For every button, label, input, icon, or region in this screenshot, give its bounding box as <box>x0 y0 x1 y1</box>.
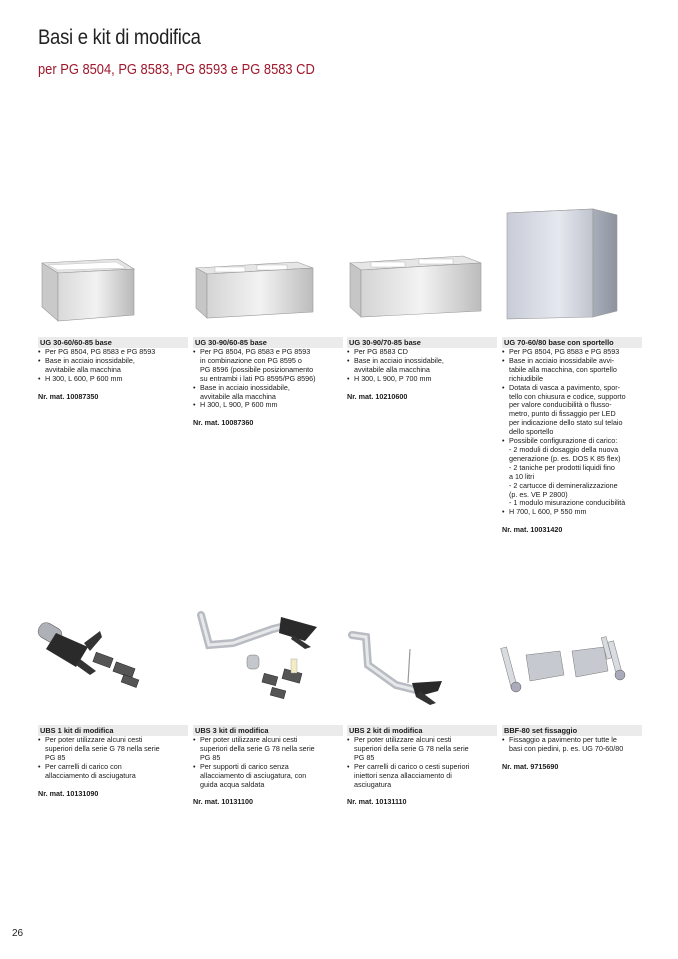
bullet-text: - 2 moduli di dosaggio della nuova <box>509 444 619 454</box>
product-name: UG 70-60/80 base con sportello <box>502 337 642 348</box>
bullet-text: asciugatura <box>354 779 392 789</box>
bullet-text: guida acqua saldata <box>200 779 265 789</box>
product-ubs-2 <box>347 725 497 806</box>
product-bullets <box>502 348 642 517</box>
bullet-text: • Base in acciaio inossidabile avvi- <box>509 355 615 365</box>
bullet-text: • H 700, L 600, P 550 mm <box>509 507 587 517</box>
wide-steel-base-icon <box>347 253 485 321</box>
product-ug-30-60-60-85 <box>38 337 188 401</box>
bullet-continuation <box>502 745 642 754</box>
nozzle-kit-icon <box>36 615 146 695</box>
bullet-text: PG 85 <box>45 752 66 762</box>
product-ubs-3 <box>193 725 343 806</box>
bullet-text: • Base in acciaio inossidabile, <box>45 355 135 365</box>
bullet-text: avvitabile alla macchina <box>200 391 276 401</box>
bullet-text: basi con piedini, p. es. UG 70-60/80 <box>509 743 624 753</box>
product-bullets <box>193 348 343 410</box>
bullet-item <box>502 508 642 517</box>
bullet-text: • Per supporti di carico senza <box>200 761 289 771</box>
product-ug-30-90-70-85 <box>347 337 497 401</box>
bullet-text: • Possibile configurazione di carico: <box>509 436 618 446</box>
bullet-text: • Per carrelli di carico o cesti superiori <box>354 761 470 771</box>
product-name: UBS 3 kit di modifica <box>193 725 343 736</box>
material-number: Nr. mat. 10210600 <box>347 391 408 401</box>
bullet-text: • Per PG 8583 CD <box>354 347 408 356</box>
bullet-text: - 2 cartucce di demineralizzazione <box>509 480 618 490</box>
product-name: UG 30-90/60-85 base <box>193 337 343 348</box>
bullet-item <box>38 375 188 384</box>
bullet-text: - 2 taniche per prodotti liquidi fino <box>509 462 615 472</box>
page-subtitle: per PG 8504, PG 8583, PG 8593 e PG 8583 CD <box>38 61 315 78</box>
bullet-text: richiudibile <box>509 373 543 383</box>
bullet-text: PG 85 <box>200 752 221 762</box>
bullet-text: • H 300, L 900, P 600 mm <box>200 400 278 410</box>
product-bullets <box>38 348 188 384</box>
bullet-text: • Base in acciaio inossidabile, <box>354 355 444 365</box>
steel-base-icon <box>38 255 138 325</box>
product-bullets <box>502 736 642 754</box>
product-ubs-1 <box>38 725 188 798</box>
bullet-text: • Per PG 8504, PG 8583 e PG 8593 <box>509 347 620 356</box>
product-bullets <box>193 736 343 789</box>
bullet-text: superiori della serie G 78 nella serie <box>354 743 469 753</box>
product-name: UBS 2 kit di modifica <box>347 725 497 736</box>
material-number: Nr. mat. 10131100 <box>193 797 253 807</box>
pipe-kit-icon <box>193 605 323 705</box>
product-name: UG 30-60/60-85 base <box>38 337 188 348</box>
product-bullets <box>347 736 497 789</box>
bent-pipe-kit-icon <box>346 625 446 710</box>
material-number: Nr. mat. 10131090 <box>38 788 99 798</box>
bullet-continuation <box>193 781 343 790</box>
bullet-text: su entrambi i lati PG 8595/PG 8596) <box>200 373 316 383</box>
bullet-text: metro, punto di fissaggio per LED <box>509 409 616 419</box>
bullet-text: superiori della serie G 78 nella serie <box>200 743 315 753</box>
material-number: Nr. mat. 10087360 <box>193 418 254 428</box>
product-name: UG 30-90/70-85 base <box>347 337 497 348</box>
bullet-text: • Per PG 8504, PG 8583 e PG 8593 <box>45 347 156 356</box>
bullet-text: • Dotata di vasca a pavimento, spor- <box>509 382 621 392</box>
bullet-text: a 10 litri <box>509 471 535 481</box>
bullet-continuation <box>347 781 497 790</box>
bullet-text: PG 85 <box>354 752 375 762</box>
material-number: Nr. mat. 10087350 <box>38 391 99 401</box>
bullet-item <box>193 401 343 410</box>
bullet-text: allacciamento di asciugatura <box>45 770 136 780</box>
bullet-text: • Per poter utilizzare alcuni cesti <box>200 735 298 744</box>
product-name: BBF-80 set fissaggio <box>502 725 642 736</box>
cabinet-base-icon <box>505 207 623 323</box>
bullet-text: • H 300, L 600, P 600 mm <box>45 373 123 383</box>
bullet-text: generazione (p. es. DOS K 85 flex) <box>509 453 621 463</box>
bullet-text: tabile alla macchina, con sportello <box>509 364 617 374</box>
fixing-set-icon <box>500 635 640 695</box>
material-number: Nr. mat. 10131110 <box>347 797 407 807</box>
bullet-text: PG 8596 (possibile posizionamento <box>200 364 314 374</box>
product-bullets <box>38 736 188 781</box>
bullet-text: avvitabile alla macchina <box>45 364 121 374</box>
bullet-text: superiori della serie G 78 nella serie <box>45 743 160 753</box>
material-number: Nr. mat. 9715690 <box>502 761 559 771</box>
bullet-text: • Base in acciaio inossidabile, <box>200 382 290 392</box>
bullet-text: dello sportello <box>509 427 554 437</box>
page-number: 26 <box>12 928 24 939</box>
bullet-continuation <box>38 772 188 781</box>
product-name: UBS 1 kit di modifica <box>38 725 188 736</box>
bullet-text: • Per carrelli di carico con <box>45 761 122 771</box>
bullet-text: - 1 modulo misurazione conducibilità <box>509 498 626 508</box>
material-number: Nr. mat. 10031420 <box>502 525 563 535</box>
product-ug-70-60-80 <box>502 337 642 534</box>
bullet-text: • H 300, L 900, P 700 mm <box>354 373 432 383</box>
bullet-text: allacciamento di asciugatura, con <box>200 770 307 780</box>
bullet-text: • Fissaggio a pavimento per tutte le <box>509 735 617 744</box>
bullet-text: tello con chiusura e codice, supporto <box>509 391 626 401</box>
page-title: Basi e kit di modifica <box>38 26 201 49</box>
bullet-text: per indicazione dello stato sul telaio <box>509 418 623 428</box>
bullet-text: per valore conducibilità o flusso- <box>509 400 612 410</box>
bullet-text: • Per poter utilizzare alcuni cesti <box>45 735 143 744</box>
bullet-text: • Per PG 8504, PG 8583 e PG 8593 <box>200 347 311 356</box>
bullet-text: • Per poter utilizzare alcuni cesti <box>354 735 452 744</box>
product-ug-30-90-60-85 <box>193 337 343 427</box>
bullet-item <box>347 375 497 384</box>
bullet-text: iniettori senza allacciamento di <box>354 770 452 780</box>
product-bullets <box>347 348 497 384</box>
bullet-text: in combinazione con PG 8595 o <box>200 355 302 365</box>
wide-steel-base-icon <box>193 258 317 322</box>
bullet-text: (p. es. VE P 2800) <box>509 489 568 499</box>
bullet-text: avvitabile alla macchina <box>354 364 430 374</box>
product-bbf-80 <box>502 725 642 771</box>
